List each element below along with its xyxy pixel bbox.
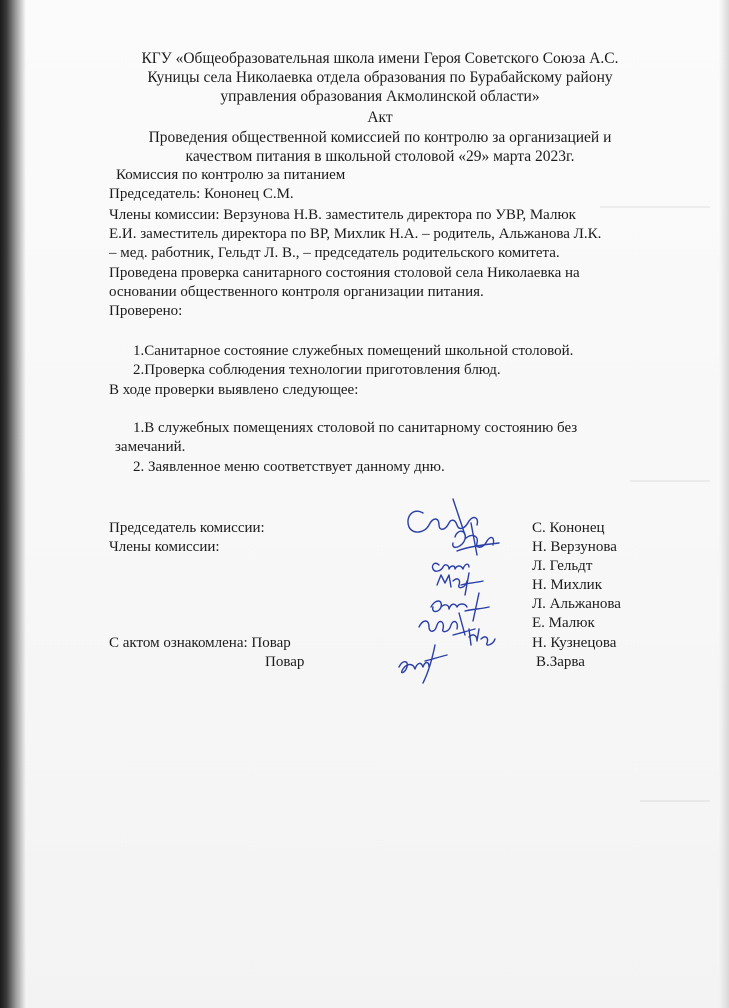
members-label: Члены комиссии: — [109, 539, 220, 555]
finding-1-line-2: замечаний. — [115, 439, 186, 455]
scan-artifact — [640, 800, 710, 802]
members-line-3: – мед. работник, Гельдт Л. В., – председатель родительского комитета. — [109, 245, 560, 261]
org-name-line-2: Куницы села Николаевка отдела образования по Бурабайскому району — [147, 69, 613, 86]
checked-item-2: 2.Проверка соблюдения технологии приготовления блюд. — [133, 362, 501, 378]
signer-name: Л. Альжанова — [532, 596, 621, 612]
check-line-1: Проведена проверка санитарного состояния столовой села Николаевка на — [109, 265, 580, 281]
acknowledgement-label: С актом ознакомлена: Повар — [109, 635, 291, 651]
finding-2: 2. Заявленное меню соответствует данному дню. — [133, 459, 445, 475]
checked-label: Проверено: — [109, 303, 183, 319]
check-line-2: основании общественного контроля организации питания. — [109, 284, 484, 300]
cook-label: Повар — [265, 654, 305, 670]
signer-name: С. Кононец — [532, 520, 605, 536]
scan-edge-right — [719, 0, 729, 1008]
chairman-line: Председатель: Кононец С.М. — [109, 186, 294, 202]
commission-title: Комиссия по контролю за питанием — [116, 167, 346, 183]
finding-1-line-1: 1.В служебных помещениях столовой по санитарному состоянию без — [133, 420, 578, 436]
signer-name: Н. Михлик — [532, 577, 602, 593]
subject-line-1: Проведения общественной комиссией по контролю за организацией и — [148, 129, 612, 146]
signer-name: В.Зарва — [536, 654, 585, 670]
signer-name: Н. Верзунова — [532, 539, 617, 555]
members-line-2: Е.И. заместитель директора по ВР, Михлик Н.А. – родитель, Альжанова Л.К. — [109, 226, 602, 242]
subject-line-2: качеством питания в школьной столовой «29» марта 2023г. — [185, 148, 575, 165]
scan-edge-shadow — [0, 0, 26, 1008]
signer-name: Л. Гельдт — [532, 558, 593, 574]
scan-artifact — [630, 480, 710, 482]
chair-label: Председатель комиссии: — [109, 520, 265, 536]
signer-name: Н. Кузнецова — [532, 635, 617, 651]
members-line-1: Члены комиссии: Верзунова Н.В. заместитель директора по УВР, Малюк — [109, 207, 576, 223]
org-name-line-1: КГУ «Общеобразовательная школа имени Героя Советского Союза А.С. — [141, 50, 619, 67]
findings-label: В ходе проверки выявлено следующее: — [109, 382, 359, 398]
scan-artifact — [600, 206, 710, 208]
signer-name: Е. Малюк — [532, 615, 595, 631]
document-type: Акт — [367, 109, 393, 126]
checked-item-1: 1.Санитарное состояние служебных помещений школьной столовой. — [133, 343, 574, 359]
handwritten-signatures — [395, 495, 535, 685]
org-name-line-3: управления образования Акмолинской области» — [220, 88, 540, 105]
